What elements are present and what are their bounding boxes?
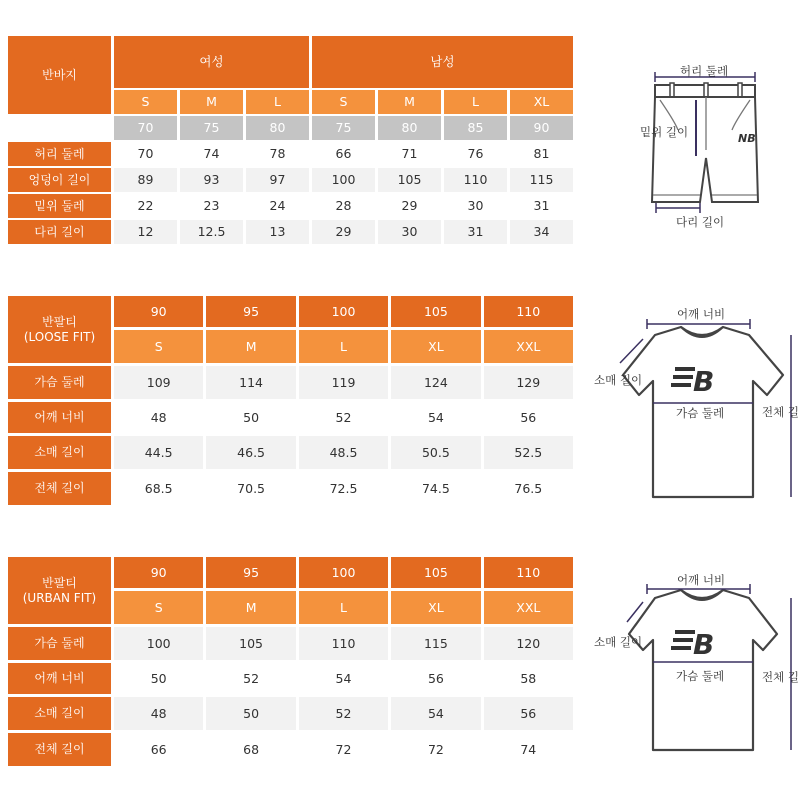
table-cell: 54 [299,663,388,694]
table-cell: 76.5 [484,472,573,505]
size-header: L [299,591,388,624]
table-cell: 30 [444,194,507,218]
size-header: XXL [484,591,573,624]
table-cell: 119 [299,366,388,399]
sleeve-label: 소매 길이 [594,635,643,649]
size-header: XL [391,591,480,624]
row-label: 가슴 둘레 [8,366,111,399]
row-label: 다리 길이 [8,220,111,244]
row-label: 어깨 너비 [8,402,111,433]
row-label: 가슴 둘레 [8,627,111,660]
table-cell: 52 [206,663,295,694]
table-cell: 48.5 [299,436,388,469]
table-cell: 105 [206,627,295,660]
table-cell: 97 [246,168,309,192]
empty-cell [8,116,111,140]
table-cell: 13 [246,220,309,244]
table-cell: 24 [246,194,309,218]
table-cell: 29 [312,220,375,244]
table-cell: 52.5 [484,436,573,469]
table-cell: 70 [114,142,177,166]
table-cell: 124 [391,366,480,399]
size-number: 105 [391,557,480,588]
size-header: XXL [484,330,573,363]
table-cell: 34 [510,220,573,244]
size-header: L [299,330,388,363]
group-header-women: 여성 [114,36,309,88]
table-cell: 74 [484,733,573,766]
table-cell: 29 [378,194,441,218]
svg-text:NB: NB [738,132,756,145]
table-cell: 105 [378,168,441,192]
chest-label: 가슴 둘레 [676,669,725,683]
shorts-icon [652,83,758,202]
row-label: 소매 길이 [8,697,111,730]
table-cell: 50 [114,663,203,694]
size-number: 70 [114,116,177,140]
size-header: M [206,330,295,363]
table-cell: 58 [484,663,573,694]
table-cell: 81 [510,142,573,166]
leg-label: 다리 길이 [676,215,725,229]
table-cell: 31 [510,194,573,218]
table-cell: 28 [312,194,375,218]
size-number: 80 [378,116,441,140]
loose-fit-size-table [8,296,573,505]
table-cell: 50 [206,402,295,433]
table-cell: 48 [114,402,203,433]
table-cell: 109 [114,366,203,399]
table-cell: 100 [114,627,203,660]
table-cell: 48 [114,697,203,730]
total-label: 전체 길 [762,405,799,419]
table-cell: 56 [484,697,573,730]
table-cell: 115 [510,168,573,192]
total-label: 전체 길 [762,670,799,684]
table-cell: 76 [444,142,507,166]
table-cell: 120 [484,627,573,660]
table-cell: 114 [206,366,295,399]
size-header: XL [510,90,573,114]
table-cell: 52 [299,402,388,433]
row-label: 어깨 너비 [8,663,111,694]
table-cell: 56 [391,663,480,694]
size-number: 90 [114,557,203,588]
size-header: XL [391,330,480,363]
table-cell: 72 [299,733,388,766]
table-title: 반바지 [8,36,111,114]
size-number: 110 [484,557,573,588]
shoulder-label: 어깨 너비 [677,307,726,321]
table-cell: 31 [444,220,507,244]
table-cell: 78 [246,142,309,166]
size-header: S [312,90,375,114]
table-cell: 72 [391,733,480,766]
table-cell: 100 [312,168,375,192]
size-number: 80 [246,116,309,140]
size-number: 75 [312,116,375,140]
table-cell: 74.5 [391,472,480,505]
row-label: 밑위 둘레 [8,194,111,218]
svg-text:B: B [693,628,715,661]
table-cell: 93 [180,168,243,192]
size-header: S [114,591,203,624]
size-header: M [180,90,243,114]
table-cell: 44.5 [114,436,203,469]
size-number: 85 [444,116,507,140]
table-cell: 74 [180,142,243,166]
size-number: 90 [510,116,573,140]
table-cell: 89 [114,168,177,192]
urban-fit-size-table [8,557,573,766]
table-cell: 12.5 [180,220,243,244]
size-number: 95 [206,557,295,588]
size-header: S [114,90,177,114]
table-title: 반팔티 (LOOSE FIT) [8,296,111,363]
table-cell: 68.5 [114,472,203,505]
table-cell: 54 [391,402,480,433]
table-cell: 68 [206,733,295,766]
table-cell: 129 [484,366,573,399]
table-cell: 70.5 [206,472,295,505]
size-header: M [378,90,441,114]
table-cell: 56 [484,402,573,433]
shoulder-label: 어깨 너비 [677,573,726,587]
table-cell: 23 [180,194,243,218]
row-label: 엉덩이 길이 [8,168,111,192]
size-number: 100 [299,296,388,327]
table-cell: 52 [299,697,388,730]
size-number: 90 [114,296,203,327]
table-cell: 66 [114,733,203,766]
table-cell: 66 [312,142,375,166]
table-cell: 30 [378,220,441,244]
row-label: 전체 길이 [8,733,111,766]
size-number: 95 [206,296,295,327]
table-cell: 50.5 [391,436,480,469]
table-cell: 115 [391,627,480,660]
table-cell: 22 [114,194,177,218]
size-number: 105 [391,296,480,327]
table-cell: 54 [391,697,480,730]
group-header-men: 남성 [312,36,573,88]
sleeve-label: 소매 길이 [594,373,643,387]
table-cell: 50 [206,697,295,730]
size-header: L [444,90,507,114]
table-cell: 71 [378,142,441,166]
size-number: 100 [299,557,388,588]
size-header: L [246,90,309,114]
size-number: 75 [180,116,243,140]
table-title: 반팔티 (URBAN FIT) [8,557,111,624]
chest-label: 가슴 둘레 [676,406,725,420]
rise-label: 밑위 길이 [640,125,689,139]
table-cell: 110 [444,168,507,192]
size-header: M [206,591,295,624]
svg-text:B: B [693,365,715,398]
table-cell: 46.5 [206,436,295,469]
shorts-size-table [8,36,573,244]
size-header: S [114,330,203,363]
table-cell: 110 [299,627,388,660]
waist-label: 허리 둘레 [680,64,729,78]
table-cell: 72.5 [299,472,388,505]
row-label: 소매 길이 [8,436,111,469]
table-cell: 12 [114,220,177,244]
row-label: 전체 길이 [8,472,111,505]
row-label: 허리 둘레 [8,142,111,166]
size-number: 110 [484,296,573,327]
